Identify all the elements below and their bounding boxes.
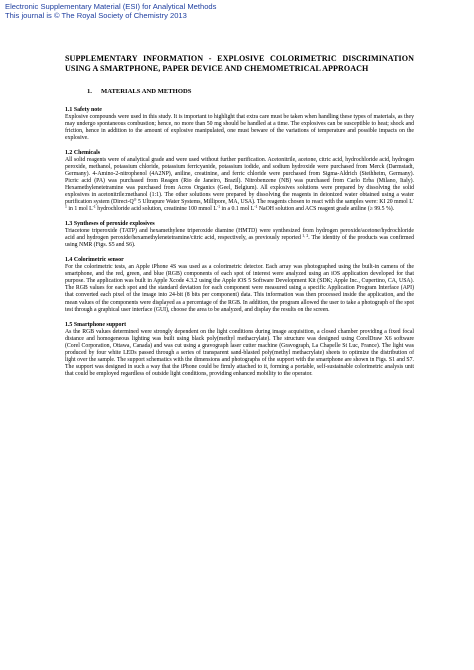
section-title: MATERIALS AND METHODS <box>101 87 192 95</box>
citation-superscript: 1, 2 <box>300 234 309 239</box>
subsection-heading: 1.2 Chemicals <box>65 149 101 156</box>
paragraph: For the colorimetric tests, an Apple iPhone 4S was used as a colorimetric detector. Each array was photographed using the built-in camera of the smartphone, and the red, green, and blue (RGB) components of each spot of interest were analyzed using an iOS application developed for that purpose. The application was built in Apple Xcode 4.3.2 using the Apple iOS 5 Software Development Kit (SDK; Apple Inc., Cupertino, CA, USA). The RGB values for each spot and the standard deviation for each component were measured using a specific Application Program Interface (API) that converted each pixel of the image into 24-bit (8 bits per component) data. This information was then processed inside the application, and the mean values of the components were displayed as a percentage of the RGB. In addition, the program allowed the user to take a photograph of the spot test through a graphical user interface (GUI), choose the area to be analyzed, and display the results on the screen. <box>65 264 414 313</box>
superscript: -1 <box>92 204 96 209</box>
subsection-heading: 1.1 Safety note <box>65 106 102 113</box>
header-line-copyright: This journal is © The Royal Society of Chemistry 2013 <box>5 11 187 21</box>
text-run: in 1 mol L <box>66 206 93 213</box>
text-run: All solid reagents were of analytical grade and were used without further purification. Acetonitrile, acetone, citric acid, hydrochloride acid, hydrogen peroxide, methanol, potassium chloride, potassium ferricyanide, potassium iodide, and sodium hydroxide were purchased from Merck (Darmstadt, Germany). 4-Amino-2-nitrophenol (4A2NP), aniline, creatinine, and ferric chloride were purchased from Sigma-Aldrich (Steihheim, Germany). Picric acid (PA) was purchased from Reagen (Rio de Janeiro, Brazil). Nitrobenzene (NB) was purchased from Carlo Erba (Milano, Italy). Hexamethylenetetramine was purchased from Acros Organics (Geel, Belgium). All explosives solutions were prepared by dissolving the solid explosives in acetonitrile:methanol (1:1). The other solutions were prepared by dissolving the reagents in deionized water obtained using a water purification system (Direct-Q <box>65 156 414 206</box>
subsection-heading: 1.4 Colorimetric sensor <box>65 257 124 264</box>
superscript: -1 <box>65 197 414 209</box>
paper-title: SUPPLEMENTARY INFORMATION - EXPLOSIVE COLORIMETRIC DISCRIMINATION USING A SMARTPHONE, PAPER DEVICE AND CHEMOMETRICAL APPROACH <box>65 54 414 73</box>
paragraph <box>65 228 414 249</box>
section-number: 1. <box>87 87 92 95</box>
superscript: ® <box>133 197 137 202</box>
subsection-chemicals <box>65 150 414 213</box>
text-run: NaOH solution and ACS reagent grade aniline (≥ 99.5 %). <box>257 206 395 213</box>
text-run: . The identity of the products was confirmed using NMR (Figs. S5 and S6). <box>65 235 414 249</box>
subsection-heading: 1.5 Smartphone support <box>65 321 127 328</box>
superscript: -1 <box>216 204 221 209</box>
superscript: -1 <box>254 204 258 209</box>
paragraph: Explosive compounds were used in this study. It is important to highlight that extra care must be taken when handling these types of materials, as they may undergo spontaneous combustion; hence, no more than 50 mg should be handled at a time. The explosives can be susceptible to heat; shock and friction, hence in addition to the amount of explosive manipulated, one must beware of the variations of temperature and possible impacts on the explosive. <box>65 113 414 141</box>
paragraph <box>65 157 414 213</box>
subsection-heading: 1.3 Syntheses of peroxide explosives <box>65 221 155 228</box>
paragraph: As the RGB values determined were strongly dependent on the light conditions during image acquisition, a closed chamber providing a fixed focal distance and homogeneous lighting was built using black poly(methyl methacrylate). The structure was designed using CorelDraw X6 software (Corel Corporation, Ottawa, Canada) and was cut using a gravograph laser cutter machine (Gravograph, La Chapelle St Luc, France). The light was produced by four white LEDs passed through a series of transparent sand-blasted poly(methyl methacrylate) sheets to optimize the distribution of light over the sample. The support schematics with the dimensions and photographs of the support with the smartphone are shown in Figs. S1 and S7. The support was designed in such a way that the iPhone could be firmly attached to it, forming a portable, self-sustainable colorimetric analysis unit that could be employed regardless of outside light conditions, providing enhanced mobility to the operator. <box>65 328 414 377</box>
subsection-safety-note <box>65 107 414 142</box>
header-line-esi: Electronic Supplementary Material (ESI) for Analytical Methods <box>5 2 217 11</box>
text-run: hydrochloride acid solution, creatinine 100 mmol L <box>95 206 217 213</box>
journal-header <box>5 2 216 21</box>
text-run: 5 Ultrapure Water Systems, Millipore, MA, USA). The reagents chosen to react with the samples were: KI 20 mmol L <box>136 199 413 206</box>
subsection-smartphone-support <box>65 322 414 378</box>
subsection-syntheses <box>65 221 414 249</box>
section-heading <box>87 88 414 96</box>
paper-page <box>65 54 414 378</box>
text-run: in a 0.1 mol L <box>220 206 255 213</box>
text-run: Triacetone triperoxide (TATP) and hexamethylene triperoxide diamine (HMTD) were synthesized from hydrogen peroxide/acetone/hydrochloride acid and hydrogen peroxide/hexamethylenetetramine/citric acid, respectively, as previously reported <box>65 228 414 242</box>
subsection-colorimetric-sensor <box>65 257 414 313</box>
